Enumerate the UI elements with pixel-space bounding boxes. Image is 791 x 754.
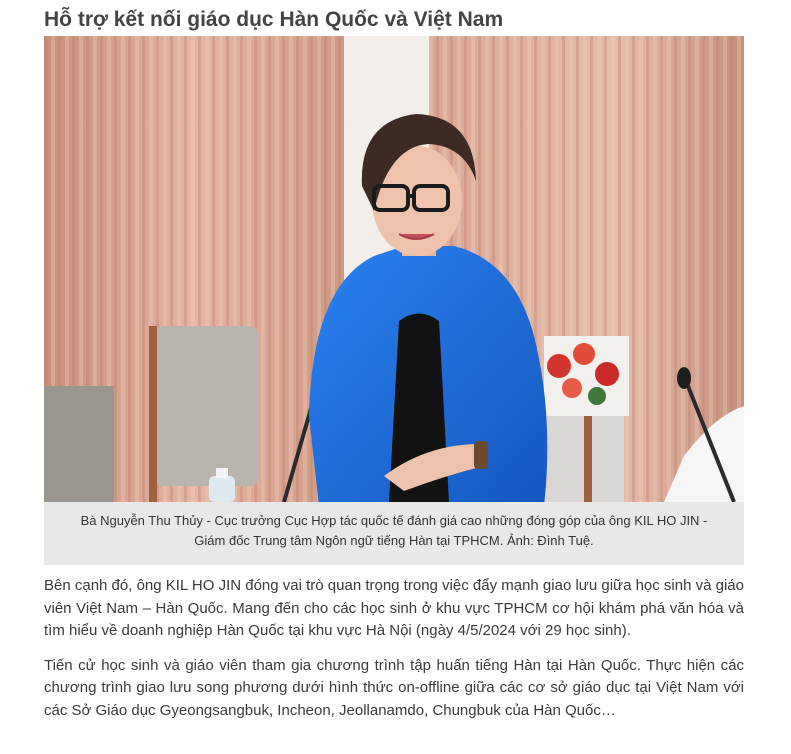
article xyxy=(44,0,744,722)
caption-line-1: Bà Nguyễn Thu Thủy - Cục trưởng Cục Hợp tác quốc tế đánh giá cao những đóng góp của ông KIL HO JIN - xyxy=(80,513,708,528)
caption-line-2: Giám đốc Trung tâm Ngôn ngữ tiếng Hàn tại TPHCM. Ảnh: Đình Tuệ. xyxy=(194,533,594,548)
photo-figure xyxy=(44,36,744,565)
paragraph-1: Bên cạnh đó, ông KIL HO JIN đóng vai trò quan trọng trong việc đẩy mạnh giao lưu giữa học sinh và giáo viên Việt Nam – Hàn Quốc. Mang đến cho các học sinh ở khu vực TPHCM cơ hội khám phá văn hóa và tìm hiểu về doanh nghiệp Hàn Quốc tại khu vực Hà Nội (ngày 4/5/2024 với 29 học sinh). xyxy=(44,577,744,639)
article-photo[interactable] xyxy=(44,36,744,502)
paragraph-2: Tiến cử học sinh và giáo viên tham gia chương trình tập huấn tiếng Hàn tại Hàn Quốc. Thực hiện các chương trình giao lưu song phương dưới hình thức on-offline giữa các cơ sở giáo dục tại Việt Nam với các Sở Giáo dục Gyeongsangbuk, Incheon, Jeollanamdo, Chungbuk của Hàn Quốc… xyxy=(44,656,744,719)
section-heading: Hỗ trợ kết nối giáo dục Hàn Quốc và Việt Nam xyxy=(44,8,504,31)
photo-caption xyxy=(44,502,744,565)
